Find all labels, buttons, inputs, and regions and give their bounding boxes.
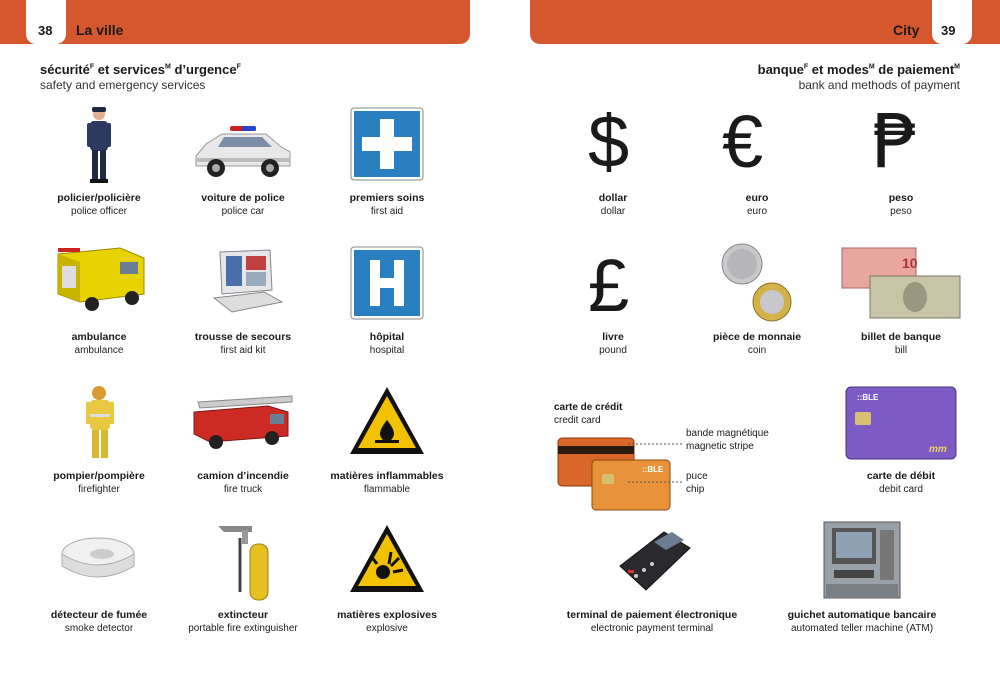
left-page-title: La ville bbox=[76, 22, 124, 38]
police-car-image bbox=[192, 122, 294, 182]
item-first-aid-kit: trousse de secours first aid kit bbox=[194, 331, 292, 356]
item-euro: euro euro bbox=[745, 192, 769, 217]
dollar-symbol: $ bbox=[588, 100, 630, 183]
item-bill: billet de banque bill bbox=[861, 331, 941, 356]
item-pound: livre pound bbox=[599, 331, 627, 356]
credit-card-brand-text: ::BLE bbox=[642, 465, 664, 474]
item-credit-card: carte de crédit credit card bbox=[554, 402, 623, 426]
first-aid-sign-image bbox=[350, 107, 424, 181]
ambulance-image bbox=[50, 244, 150, 314]
firefighter-image bbox=[84, 384, 116, 462]
item-payment-terminal: terminal de paiement électronique electronic payment terminal bbox=[566, 609, 738, 634]
euro-bill-value-text: 10 bbox=[902, 255, 918, 271]
explosive-warning-sign bbox=[347, 522, 427, 596]
left-page-number: 38 bbox=[38, 23, 53, 38]
item-atm: guichet automatique bancaire automated teller machine (ATM) bbox=[787, 609, 937, 634]
item-fire-truck: camion d’incendie fire truck bbox=[197, 470, 289, 495]
smoke-detector-image bbox=[58, 532, 138, 588]
coins-image bbox=[720, 242, 796, 326]
debit-card-image bbox=[845, 386, 957, 460]
payment-terminal-image bbox=[614, 526, 694, 596]
peso-symbol: ₱ bbox=[872, 99, 920, 185]
hospital-sign-image bbox=[350, 246, 424, 320]
right-page-number: 39 bbox=[941, 23, 956, 38]
item-ambulance: ambulance ambulance bbox=[71, 331, 127, 356]
item-fire-extinguisher: extincteur portable fire extinguisher bbox=[188, 609, 298, 634]
item-first-aid: premiers soins first aid bbox=[349, 192, 425, 217]
right-header-bar bbox=[530, 0, 1000, 44]
item-police-officer: policier/policière police officer bbox=[57, 192, 141, 217]
right-section-subtitle: bank and methods of payment bbox=[798, 78, 960, 92]
fire-truck-image bbox=[188, 394, 298, 450]
callout-lines bbox=[628, 438, 684, 488]
debit-card-brand-text: ::BLE bbox=[857, 393, 879, 402]
atm-image bbox=[820, 520, 904, 600]
pound-symbol: £ bbox=[588, 244, 630, 327]
item-hospital: hôpital hospital bbox=[369, 331, 405, 356]
item-peso: peso peso bbox=[888, 192, 914, 217]
right-page-title: City bbox=[893, 22, 920, 38]
item-coin: pièce de monnaie coin bbox=[712, 331, 802, 356]
police-officer-image bbox=[84, 106, 114, 184]
item-flammable: matières inflammables flammable bbox=[330, 470, 444, 495]
first-aid-kit-image bbox=[210, 246, 284, 316]
item-debit-card: carte de débit debit card bbox=[866, 470, 936, 495]
fire-extinguisher-image bbox=[214, 522, 274, 602]
right-section-title: banque$^F$ et modes$^M$ de paiement$^M$ bbox=[757, 62, 960, 77]
item-explosive: matières explosives explosive bbox=[337, 609, 437, 634]
flammable-warning-sign bbox=[347, 384, 427, 458]
item-smoke-detector: détecteur de fumée smoke detector bbox=[50, 609, 148, 634]
banknotes-image bbox=[840, 246, 962, 322]
item-firefighter: pompier/pompière firefighter bbox=[53, 470, 145, 495]
left-section-title: sécurité$^F$ et services$^M$ d’urgence$^F$ bbox=[40, 62, 241, 77]
item-chip: puce chip bbox=[686, 471, 708, 495]
left-header-bar bbox=[0, 0, 470, 44]
left-section-subtitle: safety and emergency services bbox=[40, 78, 206, 92]
euro-symbol: € bbox=[722, 100, 764, 183]
item-police-car: voiture de police police car bbox=[201, 192, 285, 217]
item-dollar: dollar dollar bbox=[598, 192, 628, 217]
item-magnetic-stripe: bande magnétique magnetic stripe bbox=[686, 428, 769, 452]
debit-card-logo-text: mm bbox=[929, 444, 947, 455]
